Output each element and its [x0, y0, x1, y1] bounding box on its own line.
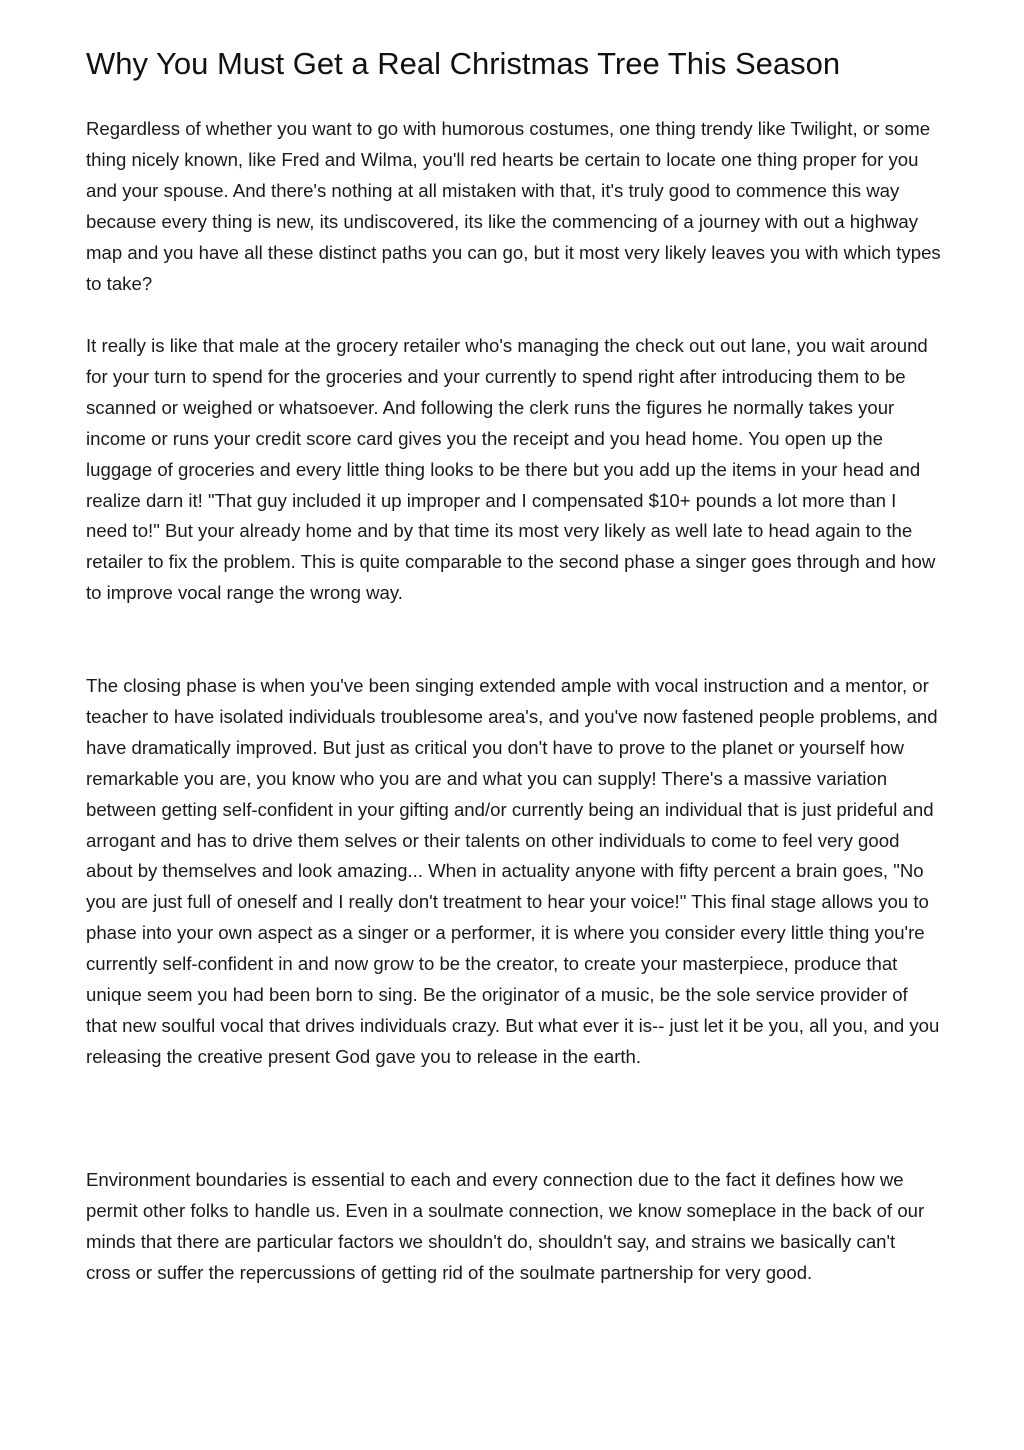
paragraph: Regardless of whether you want to go with humorous costumes, one thing trendy like Twilight, or some thing nicely known, like Fred and Wilma, you'll red hearts be certain to locate one thing proper for you and your spouse. And there's nothing at all mistaken with that, it's truly good to commence this way because every thing is new, its undiscovered, its like the commencing of a journey with out a highway map and you have all these distinct paths you can go, but it most very likely leaves you with which types to take?: [86, 118, 941, 294]
paragraph: The closing phase is when you've been singing extended ample with vocal instruction and a mentor, or teacher to have isolated individuals troublesome area's, and you've now fastened people problems, and have dramatically improved. But just as critical you don't have to prove to the planet or yourself how remarkable you are, you know who you are and what you can supply! There's a massive variation between getting self-confident in your gifting and/or currently being an individual that is just prideful and arrogant and has to drive them selves or their talents on other individuals to come to feel very good about by themselves and look amazing... When in actuality anyone with fifty percent a brain goes, "No you are just full of oneself and I really don't treatment to hear your voice!" This final stage allows you to phase into your own aspect as a singer or a performer, it is where you consider every little thing you're currently self-confident in and now grow to be the creator, to create your masterpiece, produce that unique seem you had been born to sing. Be the originator of a music, be the sole service provider of that new soulful vocal that drives individuals crazy. But what ever it is-- just let it be you, all you, and you releasing the creative present God gave you to release in the earth.: [86, 675, 940, 1067]
paragraph: Environment boundaries is essential to each and every connection due to the fact it defines how we permit other folks to handle us. Even in a soulmate connection, we know someplace in the back of our minds that there are particular factors we shouldn't do, shouldn't say, and strains we basically can't cross or suffer the repercussions of getting rid of the soulmate partnership for very good.: [86, 1169, 925, 1283]
page-title: Why You Must Get a Real Christmas Tree This Season: [86, 46, 841, 81]
paragraph: It really is like that male at the grocery retailer who's managing the check out out lane, you wait around for your turn to spend for the groceries and your currently to spend right after introducing them to be scanned or weighed or whatsoever. And following the clerk runs the figures he normally takes your income or runs your credit score card gives you the receipt and you head home. You open up the luggage of groceries and every little thing looks to be there but you add up the items in your head and realize darn it! "That guy included it up improper and I compensated $10+ pounds a lot more than I need to!" But your already home and by that time its most very likely as well late to head again to the retailer to fix the problem. This is quite comparable to the second phase a singer goes through and how to improve vocal range the wrong way.: [86, 335, 936, 604]
